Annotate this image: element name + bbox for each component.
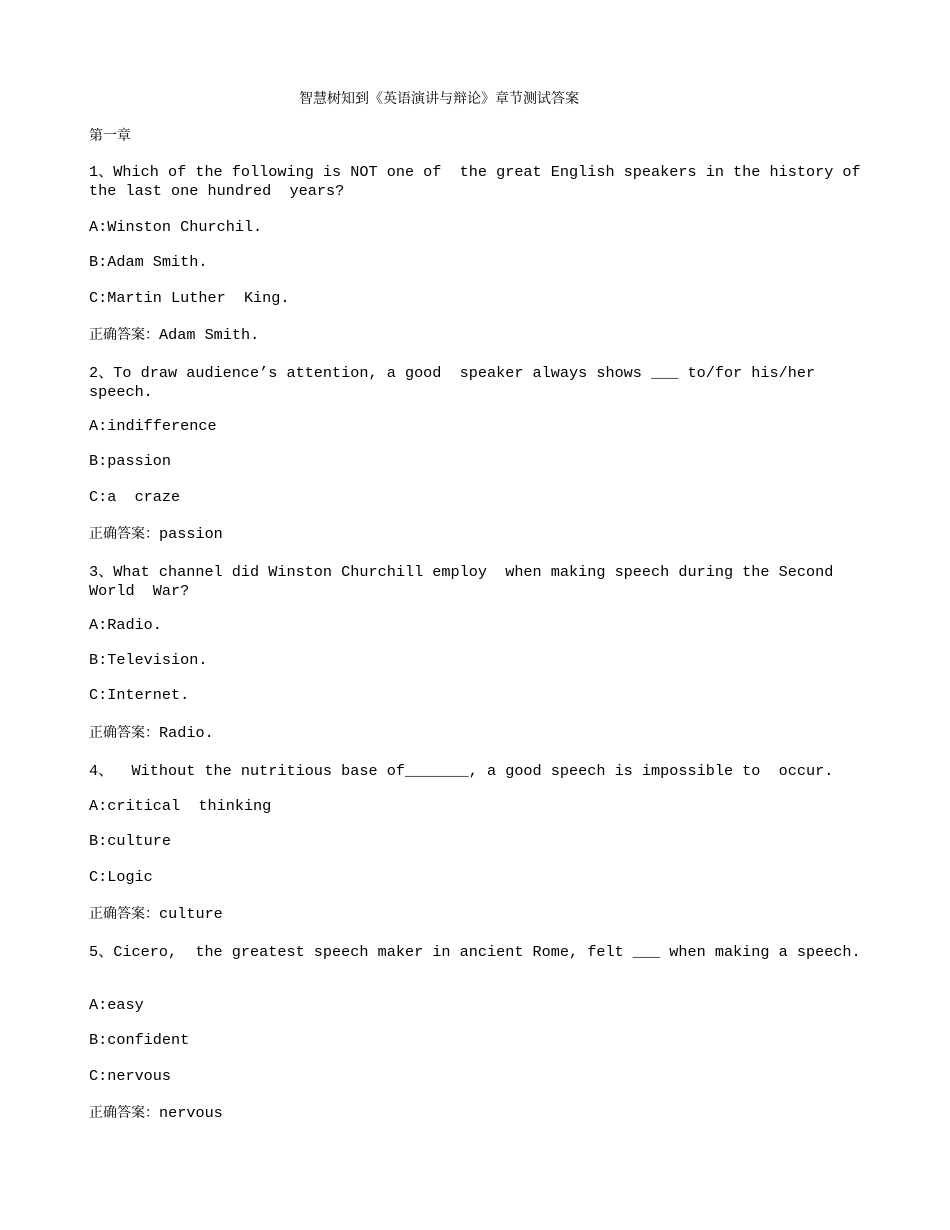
answer-label: 正确答案： (89, 1105, 159, 1121)
option-b: B:Adam Smith. (89, 253, 208, 271)
answer-line (89, 326, 864, 345)
option-c: C:Martin Luther King. (89, 289, 290, 307)
option-a: A:critical thinking (89, 797, 272, 815)
question-text: 5、Cicero, the greatest speech maker in ancient Rome, felt ___ when making a speech. (89, 943, 861, 961)
answer-value: passion (159, 525, 223, 543)
chapter-heading: 第一章 (89, 128, 131, 144)
answer-value: nervous (159, 1104, 223, 1122)
answer-line (89, 525, 864, 544)
question-text: 1、Which of the following is NOT one of the great English speakers in the history of the last one hundred years? (89, 163, 870, 200)
answer-line (89, 724, 864, 743)
answer-line (89, 905, 864, 924)
answer-label: 正确答案： (89, 906, 159, 922)
answer-label: 正确答案： (89, 526, 159, 542)
option-b: B:Television. (89, 651, 208, 669)
option-a: A:Radio. (89, 616, 162, 634)
document-title: 智慧树知到《英语演讲与辩论》章节测试答案 (299, 91, 579, 107)
option-a: A:Winston Churchil. (89, 218, 263, 236)
answer-value: culture (159, 905, 223, 923)
answer-value: Adam Smith. (159, 326, 260, 344)
question-text: 3、What channel did Winston Churchill employ when making speech during the Second World War? (89, 563, 843, 600)
option-a: A:indifference (89, 417, 217, 435)
option-c: C:nervous (89, 1067, 172, 1085)
answer-label: 正确答案： (89, 725, 159, 741)
option-b: B:passion (89, 452, 172, 470)
question-text: 2、To draw audience’s attention, a good speaker always shows ___ to/for his/her speech. (89, 364, 825, 401)
answer-value: Radio. (159, 724, 214, 742)
option-c: C:Logic (89, 868, 153, 886)
option-c: C:a craze (89, 488, 181, 506)
answer-label: 正确答案： (89, 327, 159, 343)
option-a: A:easy (89, 996, 144, 1014)
option-b: B:confident (89, 1031, 190, 1049)
answer-line (89, 1104, 864, 1123)
option-b: B:culture (89, 832, 172, 850)
question-text: 4、 Without the nutritious base of_______, a good speech is impossible to occur. (89, 762, 834, 780)
option-c: C:Internet. (89, 686, 190, 704)
document-page (89, 0, 870, 1230)
